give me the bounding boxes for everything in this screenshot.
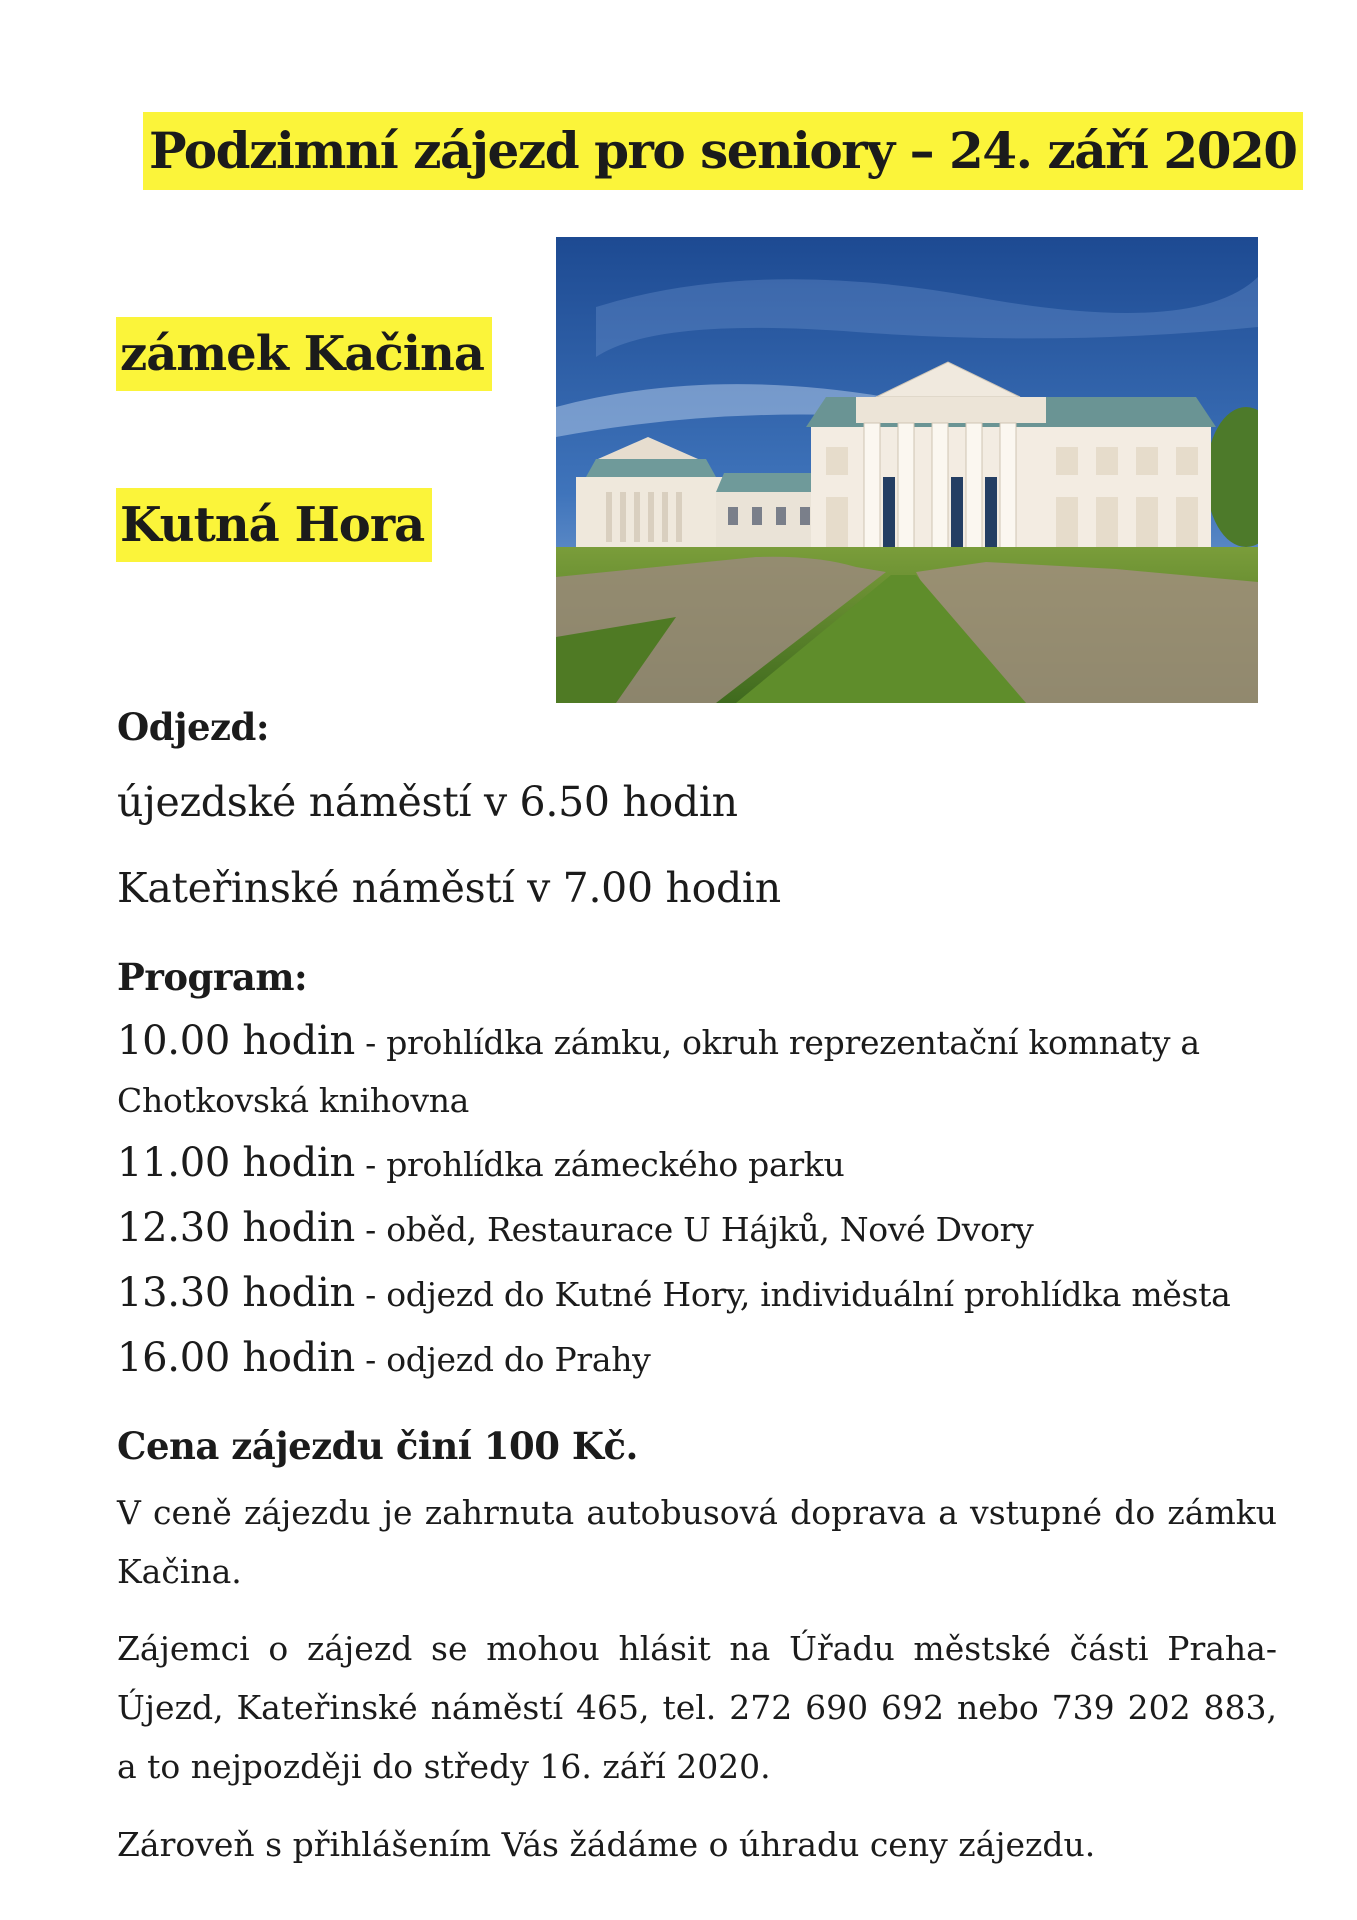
program-item-time: 13.30 hodin bbox=[117, 1270, 355, 1316]
program-item-text: prohlídka zámku, okruh reprezentační komnaty a bbox=[386, 1023, 1200, 1062]
price-heading: Cena zájezdu činí 100 Kč. bbox=[117, 1424, 638, 1468]
program-item-time: 12.30 hodin bbox=[117, 1205, 355, 1251]
program-item-continuation: Chotkovská knihovna bbox=[117, 1081, 470, 1120]
program-item-separator: - bbox=[365, 1210, 376, 1249]
program-item-time: 10.00 hodin bbox=[117, 1018, 355, 1064]
departure-heading: Odjezd: bbox=[117, 705, 270, 749]
price-note: V ceně zájezdu je zahrnuta autobusová doprava a vstupné do zámku Kačina. bbox=[117, 1493, 1277, 1591]
payment-note: Zároveň s přihlášením Vás žádáme o úhradu ceny zájezdu. bbox=[117, 1825, 1096, 1864]
program-item-text: odjezd do Prahy bbox=[386, 1340, 651, 1379]
program-item bbox=[117, 1018, 1200, 1064]
program-item-separator: - bbox=[365, 1340, 376, 1379]
program-item-separator: - bbox=[365, 1275, 376, 1314]
castle-photo bbox=[556, 237, 1258, 703]
departure-stop-2: Kateřinské náměstí v 7.00 hodin bbox=[117, 864, 781, 912]
program-item-time: 16.00 hodin bbox=[117, 1335, 355, 1381]
program-item bbox=[117, 1270, 1231, 1316]
departure-stop-1: újezdské náměstí v 6.50 hodin bbox=[117, 778, 738, 826]
town-name: Kutná Hora bbox=[116, 488, 432, 562]
program-item-text: prohlídka zámeckého parku bbox=[386, 1145, 845, 1184]
program-item bbox=[117, 1140, 844, 1186]
program-heading: Program: bbox=[117, 955, 308, 999]
program-item-text: odjezd do Kutné Hory, individuální prohlídka města bbox=[386, 1275, 1231, 1314]
program-item-text: oběd, Restaurace U Hájků, Nové Dvory bbox=[386, 1210, 1034, 1249]
registration-info: Zájemci o zájezd se mohou hlásit na Úřadu městské části Praha-Újezd, Kateřinské náměstí 465, tel. 272 690 692 nebo 739 202 883, a to nejpozději do středy 16. září 2020. bbox=[117, 1629, 1277, 1786]
castle-illustration bbox=[556, 237, 1258, 703]
castle-name: zámek Kačina bbox=[116, 317, 492, 391]
page-title bbox=[143, 112, 1303, 190]
page-title-text: Podzimní zájezd pro seniory – 24. září 2020 bbox=[149, 121, 1297, 180]
program-item-separator: - bbox=[365, 1145, 376, 1184]
program-item-time: 11.00 hodin bbox=[117, 1140, 355, 1186]
program-item bbox=[117, 1205, 1034, 1251]
program-item bbox=[117, 1335, 651, 1381]
program-item-separator: - bbox=[365, 1023, 376, 1062]
